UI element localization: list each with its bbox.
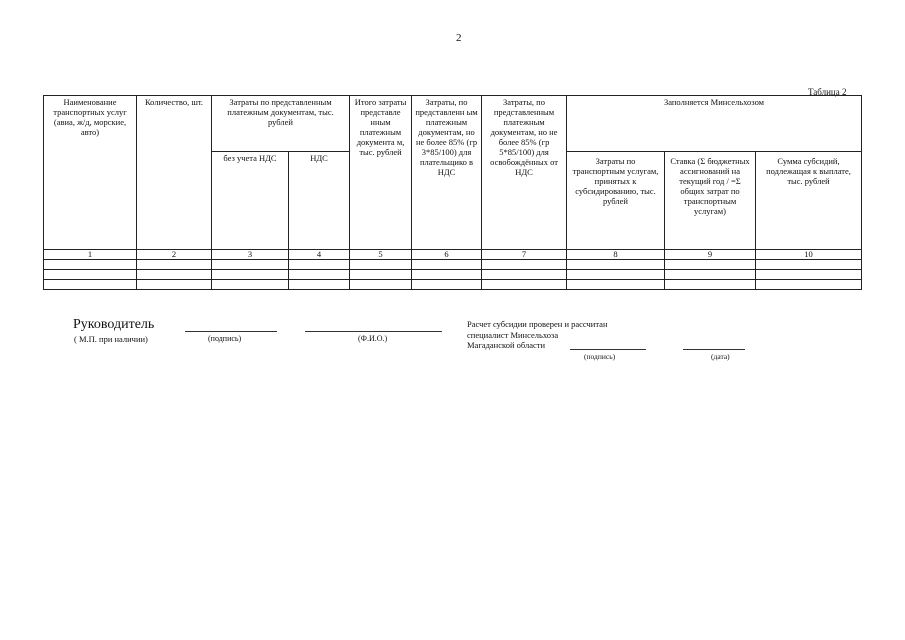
table-cell[interactable] <box>44 260 137 270</box>
column-number: 6 <box>412 250 482 260</box>
table-label: Таблица 2 <box>808 87 847 97</box>
table-cell[interactable] <box>412 260 482 270</box>
column-number: 9 <box>665 250 756 260</box>
table-cell[interactable] <box>350 280 412 290</box>
table-cell[interactable] <box>350 260 412 270</box>
table-cell[interactable] <box>412 280 482 290</box>
table-cell[interactable] <box>137 280 212 290</box>
table-row <box>44 260 862 270</box>
table-cell[interactable] <box>212 280 289 290</box>
subsidy-table <box>43 95 862 290</box>
specialist-signature-caption: (подпись) <box>584 352 616 361</box>
table-cell[interactable] <box>137 260 212 270</box>
table-cell[interactable] <box>212 270 289 280</box>
table-cell[interactable] <box>665 260 756 270</box>
column-number: 5 <box>350 250 412 260</box>
table-cell[interactable] <box>350 270 412 280</box>
column-number: 2 <box>137 250 212 260</box>
table-cell[interactable] <box>756 280 862 290</box>
name-caption: (Ф.И.О.) <box>358 334 388 343</box>
table-row <box>44 270 862 280</box>
page-number: 2 <box>456 32 462 44</box>
date-caption: (дата) <box>711 352 730 361</box>
column-number: 1 <box>44 250 137 260</box>
table-cell[interactable] <box>44 270 137 280</box>
table-cell[interactable] <box>665 280 756 290</box>
header-quantity: Количество, шт. <box>137 96 212 250</box>
header-ministry-group: Заполняется Минсельхозом <box>567 96 862 152</box>
head-title: Руководитель <box>73 317 155 332</box>
table-cell[interactable] <box>756 270 862 280</box>
header-costs-group: Затраты по представленным платежным документам, тыс. рублей <box>212 96 350 152</box>
header-subsidy-amount: Сумма субсидий, подлежащая к выплате, тыс. рублей <box>756 152 862 250</box>
table-cell[interactable] <box>212 260 289 270</box>
table-cell[interactable] <box>44 280 137 290</box>
table-cell[interactable] <box>137 270 212 280</box>
column-number: 3 <box>212 250 289 260</box>
column-number: 4 <box>289 250 350 260</box>
header-total-costs: Итого затраты представле нным платежным документа м, тыс. рублей <box>350 96 412 250</box>
check-statement: Расчет субсидии проверен и рассчитан специалист Минсельхоза Магаданской области <box>467 319 608 351</box>
table-row <box>44 280 862 290</box>
table-cell[interactable] <box>665 270 756 280</box>
table-cell[interactable] <box>756 260 862 270</box>
date-line[interactable] <box>683 349 745 350</box>
table-cell[interactable] <box>412 270 482 280</box>
table-cell[interactable] <box>289 270 350 280</box>
header-rate: Ставка (Σ бюджетных ассигнований на текущий год / =Σ общих затрат по транспортным услугам) <box>665 152 756 250</box>
specialist-signature-line[interactable] <box>570 349 646 350</box>
signature-caption: (подпись) <box>208 334 242 343</box>
header-service-name: Наименование транспортных услуг (авиа, ж/д, морские, авто) <box>44 96 137 250</box>
header-without-vat: без учета НДС <box>212 152 289 250</box>
table-cell[interactable] <box>567 270 665 280</box>
mp-note: ( М.П. при наличии) <box>74 334 148 344</box>
table-cell[interactable] <box>482 260 567 270</box>
table-cell[interactable] <box>567 260 665 270</box>
table-cell[interactable] <box>289 280 350 290</box>
header-costs-vat-exempt: Затраты, по представленным платежным документам, но не более 85% (гр 5*85/100) для освобождённых от НДС <box>482 96 567 250</box>
table-cell[interactable] <box>482 280 567 290</box>
table-cell[interactable] <box>567 280 665 290</box>
name-line[interactable] <box>305 331 442 332</box>
table-cell[interactable] <box>289 260 350 270</box>
column-number: 10 <box>756 250 862 260</box>
header-vat: НДС <box>289 152 350 250</box>
column-number: 7 <box>482 250 567 260</box>
header-costs-vat-payers: Затраты, по представленн ым платежным документам, но не более 85% (гр 3*85/100) для плательщико в НДС <box>412 96 482 250</box>
column-number: 8 <box>567 250 665 260</box>
table-cell[interactable] <box>482 270 567 280</box>
signature-line[interactable] <box>185 331 277 332</box>
header-accepted-costs: Затраты по транспортным услугам, принятых к субсидированию, тыс. рублей <box>567 152 665 250</box>
